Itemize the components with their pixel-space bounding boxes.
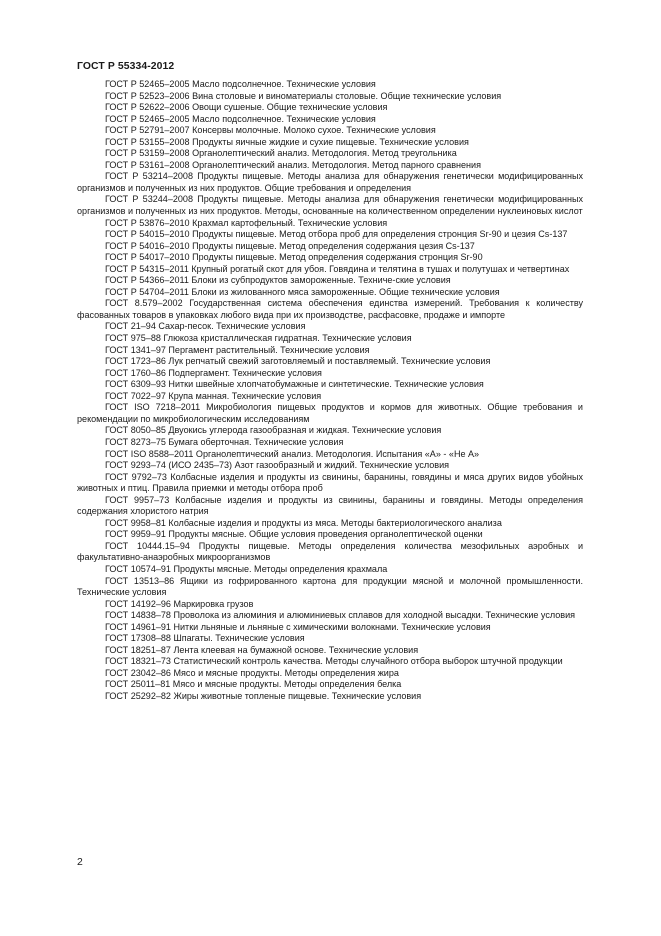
reference-item: ГОСТ 23042–86 Мясо и мясные продукты. Методы определения жира (105, 667, 399, 678)
reference-item: ГОСТ 14961–91 Нитки льняные и льняные с химическими волокнами. Технические условия (105, 621, 491, 632)
reference-item: ГОСТ Р 53214–2008 Продукты пищевые. Методы анализа для обнаружения генетически модифицированных организмов и полученных из них продуктов. Общие требования и определения (77, 171, 583, 193)
reference-item: ГОСТ 10444.15–94 Продукты пищевые. Методы определения количества мезофильных аэробных и факультативно-анаэробных микроорганизмов (77, 540, 583, 563)
standard-header: ГОСТ Р 55334-2012 (77, 61, 175, 72)
reference-item: ГОСТ Р 54704–2011 Блоки из жилованного мяса замороженные. Общие технические условия (105, 286, 500, 297)
reference-item: ГОСТ Р 53155–2008 Продукты яичные жидкие и сухие пищевые. Технические условия (105, 136, 469, 147)
reference-item: ГОСТ 1760–86 Подпергамент. Технические условия (105, 367, 322, 378)
reference-item: ГОСТ 10574–91 Продукты мясные. Методы определения крахмала (105, 563, 388, 574)
reference-item: ГОСТ 1723–86 Лук репчатый свежий заготовляемый и поставляемый. Технические условия (105, 356, 491, 367)
page-number: 2 (77, 857, 83, 868)
reference-item: ГОСТ 21–94 Сахар-песок. Технические условия (105, 321, 306, 332)
reference-item: ГОСТ ISO 7218–2011 Микробиология пищевых продуктов и кормов для животных. Общие требования и рекомендации по микробиологическим исследованиям (77, 402, 583, 424)
reference-item: ГОСТ Р 53876–2010 Крахмал картофельный. Технические условия (105, 217, 388, 228)
reference-item: ГОСТ 6309–93 Нитки швейные хлопчатобумажные и синтетические. Технические условия (105, 379, 484, 390)
reference-item: ГОСТ 25292–82 Жиры животные топленые пищевые. Технические условия (105, 690, 422, 701)
reference-item: ГОСТ Р 54315–2011 Крупный рогатый скот для убоя. Говядина и телятина в тушах и полутушах и четвертинах (105, 263, 570, 274)
reference-item: ГОСТ Р 52523–2006 Вина столовые и виноматериалы столовые. Общие технические условия (105, 90, 502, 101)
reference-item: ГОСТ 25011–81 Мясо и мясные продукты. Методы определения белка (105, 679, 402, 690)
reference-item: ГОСТ 1341–97 Пергамент растительный. Технические условия (105, 344, 370, 355)
reference-item: ГОСТ 8273–75 Бумага оберточная. Технические условия (105, 436, 344, 447)
reference-item: ГОСТ Р 52622–2006 Овощи сушеные. Общие технические условия (105, 102, 388, 113)
reference-item: ГОСТ 14838–78 Проволока из алюминия и алюминиевых сплавов для холодной высадки. Технические условия (105, 610, 576, 621)
reference-item: ГОСТ Р 52791–2007 Консервы молочные. Молоко сухое. Технические условия (105, 125, 436, 136)
reference-item: ГОСТ 9957–73 Колбасные изделия и продукты из свинины, баранины и говядины. Методы определения содержания хлористого натрия (77, 494, 583, 517)
reference-item: ГОСТ 14192–96 Маркировка грузов (105, 598, 254, 609)
reference-item: ГОСТ 17308–88 Шпагаты. Технические условия (105, 633, 305, 644)
reference-item: ГОСТ 8.579–2002 Государственная система обеспечения единства измерений. Требования к количеству фасованных товаров в упаковках любого вида при их производстве, расфасовке, продаже и импорте (77, 298, 583, 320)
reference-item: ГОСТ 8050–85 Двуокись углерода газообразная и жидкая. Технические условия (105, 425, 442, 436)
reference-item: ГОСТ Р 53161–2008 Органолептический анализ. Методология. Метод парного сравнения (105, 159, 482, 170)
reference-item: ГОСТ Р 54015–2010 Продукты пищевые. Метод отбора проб для определения стронция Sr-90 и цезия Cs-137 (105, 229, 568, 240)
reference-item: ГОСТ Р 54366–2011 Блоки из субпродуктов замороженные. Техниче-ские условия (105, 275, 451, 286)
reference-item: ГОСТ Р 53159–2008 Органолептический анализ. Методология. Метод треугольника (105, 148, 457, 159)
reference-item: ГОСТ 9293–74 (ИСО 2435–73) Азот газообразный и жидкий. Технические условия (105, 460, 450, 471)
reference-item: ГОСТ 9958–81 Колбасные изделия и продукты из мяса. Методы бактериологического анализа (105, 517, 502, 528)
reference-item: ГОСТ Р 52465–2005 Масло подсолнечное. Технические условия (105, 113, 376, 124)
reference-item: ГОСТ Р 52465–2005 Масло подсолнечное. Технические условия (105, 79, 376, 89)
reference-item: ГОСТ 18321–73 Статистический контроль качества. Методы случайного отбора выборок штучной продукции (105, 656, 563, 667)
reference-item: ГОСТ ISO 8588–2011 Органолептический анализ. Методология. Испытания «А» - «Не А» (105, 448, 480, 459)
reference-item: ГОСТ 9792–73 Колбасные изделия и продукты из свинины, баранины, говядины и мяса других видов убойных животных и птиц. Правила приемки и методы отбора проб (77, 471, 583, 494)
normative-references-list (77, 79, 583, 703)
reference-item: ГОСТ 9959–91 Продукты мясные. Общие условия проведения органолептической оценки (105, 529, 483, 540)
reference-item: ГОСТ Р 53244–2008 Продукты пищевые. Методы анализа для обнаружения генетически модифицированных организмов и полученных из них продуктов. Методы, основанные на количественном определении нуклеиновых кислот (77, 194, 583, 217)
reference-item: ГОСТ 13513–86 Ящики из гофрированного картона для продукции мясной и молочной промышленности. Технические условия (77, 575, 583, 598)
reference-item: ГОСТ Р 54017–2010 Продукты пищевые. Метод определения содержания стронция Sr-90 (105, 252, 483, 263)
reference-item: ГОСТ 7022–97 Крупа манная. Технические условия (105, 390, 322, 401)
reference-item: ГОСТ 18251–87 Лента клеевая на бумажной основе. Технические условия (105, 644, 419, 655)
reference-item: ГОСТ 975–88 Глюкоза кристаллическая гидратная. Технические условия (105, 333, 412, 344)
reference-item: ГОСТ Р 54016–2010 Продукты пищевые. Метод определения содержания цезия Cs-137 (105, 240, 475, 251)
